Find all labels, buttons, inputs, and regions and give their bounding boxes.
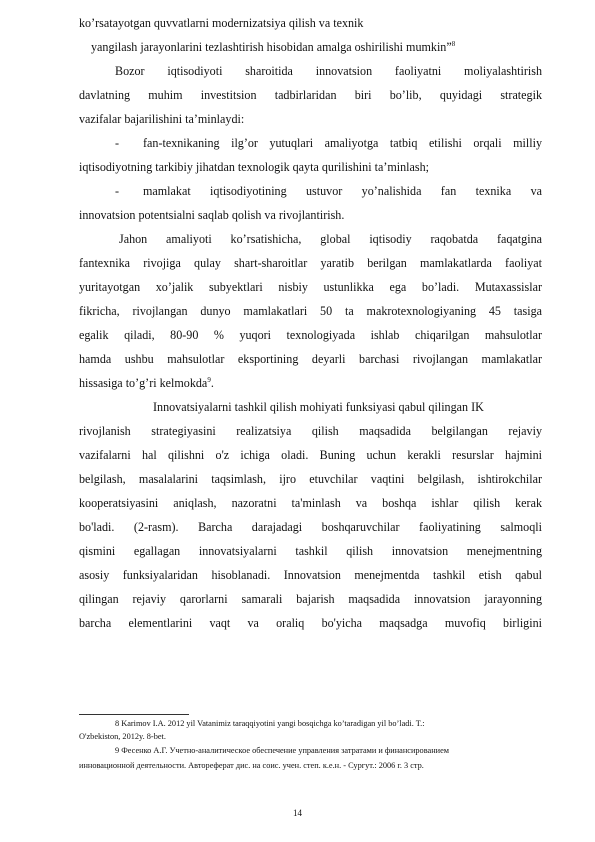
body-line: hissasiga to’g’ri kelmokda$^9$.: [79, 376, 214, 390]
body-line: Innovatsiyalarni tashkil qilish mohiyati funksiyasi qabul qilingan IK: [153, 400, 484, 414]
body-line: qilingan rejaviy qarorlarni samarali bajarish maqsadida innovatsion jarayonning: [79, 592, 542, 606]
body-line: vazifalar bajarilishini ta’minlaydi:: [79, 112, 245, 126]
footnote: 8 Karimov I.A. 2012 yil Vatanimiz taraqqiyotini yangi bosqichga ko’taradigan yil bo’ladi. T.:: [115, 719, 425, 728]
footnote: O'zbekiston, 2012y. 8-bet.: [79, 732, 166, 741]
footnote: 9 Фесенко А.Г. Учетно-аналитическое обеспечение управления затратами и финансированием: [115, 746, 450, 755]
body-line: belgilash, masalalarini taqsimlash, ijro etuvchilar vaqtini belgilash, ishtirokchilar: [79, 472, 542, 486]
list-item: mamlakat iqtisodiyotining ustuvor yo’nalishida fan texnika va: [143, 184, 542, 198]
footnote: инновационной деятельности. Автореферат дис. на соис. учен. степ. к.е.н. - Сургут.: 2006 г. 3 стр.: [79, 761, 424, 770]
page-number: 14: [293, 808, 302, 818]
body-line: yuritayotgan xo’jalik subyektlari nisbiy ustunlikka ega bo’ladi. Mutaxassislar: [79, 280, 542, 294]
body-line: fantexnika rivojiga qulay shart-sharoitlar yaratib berilgan mamlakatlarda faoliyat: [79, 256, 542, 270]
body-line: barcha elementlarini vaqt va oraliq bo'yicha maqsadga muvofiq birligini: [79, 616, 542, 630]
footnote-ref: 9: [207, 376, 211, 384]
body-line: Jahon amaliyoti ko’rsatishicha, global iqtisodiy raqobatda faqatgina: [119, 232, 542, 246]
bullet-dash: -: [115, 136, 120, 150]
body-line: davlatning muhim investitsion tadbirlaridan biri bo’lib, quyidagi strategik: [79, 88, 542, 102]
body-line: asosiy funksiyalaridan hisoblanadi. Innovatsion menejmentda tashkil etish qabul: [79, 568, 542, 582]
body-line: kooperatsiyasini aniqlash, nazoratni ta'minlash va boshqa ishlar qilish kerak: [79, 496, 542, 510]
body-line: rivojlanish strategiyasini realizatsiya qilish maqsadida belgilangan rejaviy: [79, 424, 542, 438]
body-line: ko’rsatayotgan quvvatlarni modernizatsiya qilish va texnik: [79, 16, 364, 30]
body-line: Bozor iqtisodiyoti sharoitida innovatsion faoliyatni moliyalashtirish: [115, 64, 542, 78]
body-line: fikricha, rivojlangan dunyo mamlakatlari 50 ta makrotexnologiyaning 45 tasiga: [79, 304, 542, 318]
body-line: yangilash jarayonlarini tezlashtirish hisobidan amalga oshirilishi mumkin”$^8$: [91, 40, 456, 54]
body-line: vazifalarni hal qilishni o'z ichiga oladi. Buning uchun kerakli resurslar hajmini: [79, 448, 542, 462]
body-line: bo'ladi. (2-rasm). Barcha darajadagi boshqaruvchilar faoliyatining salmoqli: [79, 520, 542, 534]
body-line: iqtisodiyotning tarkibiy jihatdan texnologik qayta qurilishini ta’minlash;: [79, 160, 430, 174]
body-line: qismini egallagan innovatsiyalarni tashkil qilish innovatsion menejmentning: [79, 544, 542, 558]
body-line: hamda ushbu mahsulotlar eksportining deyarli barchasi rivojlangan mamlakatlar: [79, 352, 542, 366]
bullet-dash: -: [115, 184, 120, 198]
footnote-divider: [79, 714, 189, 715]
body-line: egalik qiladi, 80-90 % yuqori texnologiyada ishlab chiqarilgan mahsulotlar: [79, 328, 542, 342]
list-item: fan-texnikaning ilg’or yutuqlari amaliyotga tatbiq etilishi orqali milliy: [143, 136, 542, 150]
footnote-ref: 8: [451, 40, 456, 48]
body-line: innovatsion potentsialni saqlab qolish va rivojlantirish.: [79, 208, 345, 222]
